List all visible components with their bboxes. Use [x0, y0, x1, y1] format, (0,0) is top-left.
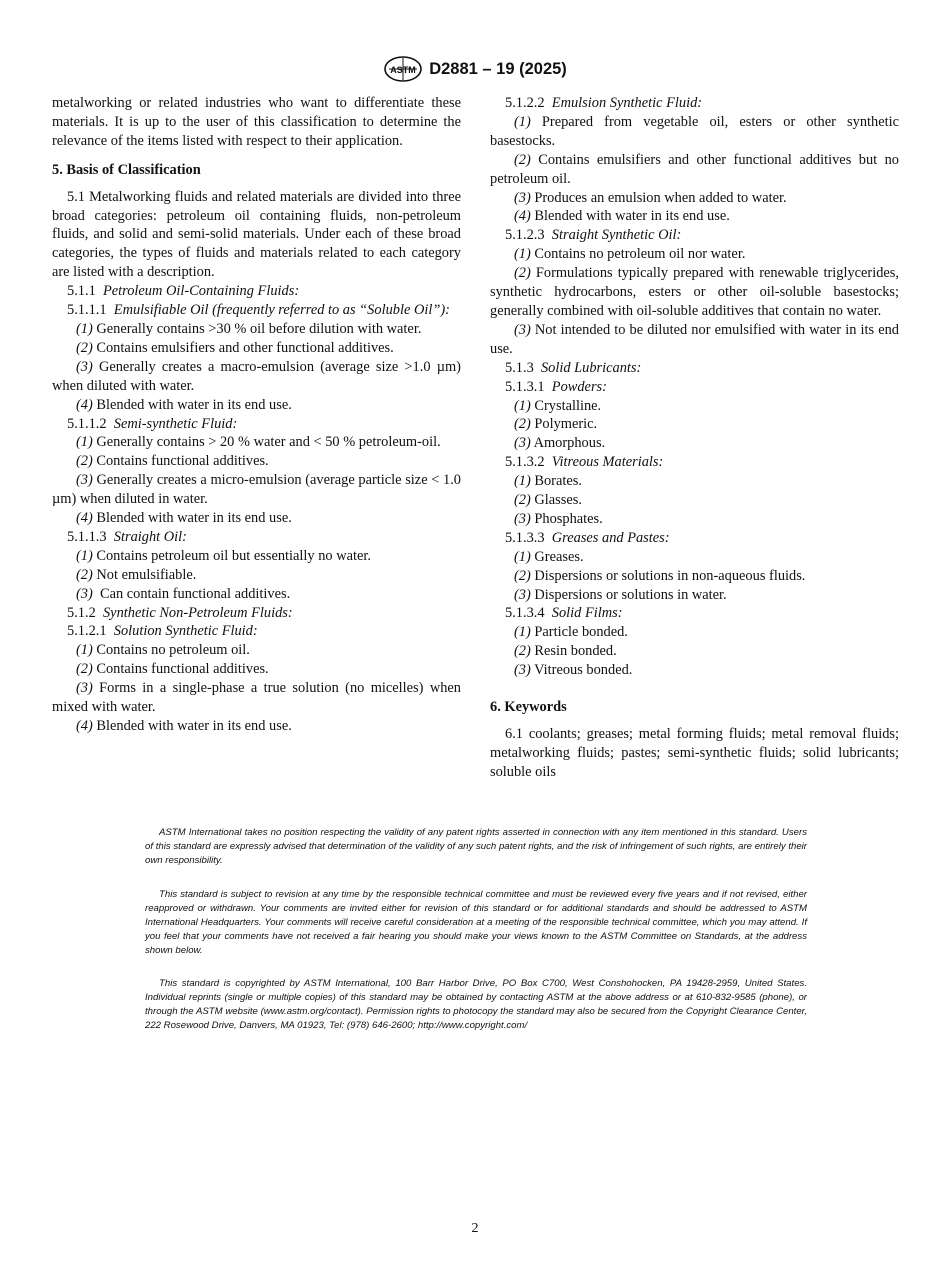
- list-item: (2) Dispersions or solutions in non-aqueous fluids.: [514, 567, 806, 584]
- copyright-notice: This standard is copyrighted by ASTM International, 100 Barr Harbor Drive, PO Box C700, West Conshohocken, PA 19428-2959, United States. Individual reprints (single or multiple copies) of this standard may be obtained by contacting ASTM at the above address or at 610-832-9585 (phone), or through the ASTM website (www.astm.org/contact). Permission rights to photocopy the standard may also be secured from the Copyright Clearance Center, 222 Rosewood Drive, Danvers, MA 01923, Tel: (978) 646-2600; http://www.copyright.com/: [145, 978, 807, 1031]
- list-item: (3) Forms in a single-phase a true solution (no micelles) when mixed with water.: [52, 680, 461, 716]
- list-item: (1) Borates.: [514, 473, 582, 490]
- paragraph-5-1: 5.1 Metalworking fluids and related materials are divided into three broad categories: petroleum oil containing fluids, non-petroleum fluids, and solid and semi-solid materials. Under each of these broad categories, the types of fluids and materials related to each category are listed with a description.: [52, 188, 461, 281]
- list-item: (3) Phosphates.: [514, 510, 603, 527]
- list-item: (3) Vitreous bonded.: [514, 662, 633, 679]
- right-column: [490, 94, 899, 782]
- list-item: (4) Blended with water in its end use.: [76, 718, 292, 734]
- patent-notice: ASTM International takes no position respecting the validity of any patent rights asserted in connection with any item mentioned in this standard. Users of this standard are expressly advised that determination of the validity of any such patent rights, and the risk of infringement of such rights, are entirely their own responsibility.: [145, 827, 807, 866]
- list-item: (2) Resin bonded.: [514, 643, 617, 660]
- heading-5-1-2-2: 5.1.2.2 Emulsion Synthetic Fluid:: [505, 95, 703, 111]
- list-item: (1) Particle bonded.: [514, 624, 628, 641]
- list-item: (4) Blended with water in its end use.: [76, 396, 292, 413]
- heading-5-1-3-1: 5.1.3.1 Powders:: [505, 378, 607, 395]
- heading-5-1-2-3: 5.1.2.3 Straight Synthetic Oil:: [505, 227, 682, 244]
- list-item: (1) Greases.: [514, 548, 584, 565]
- list-item: (1) Generally contains > 20 % water and < 50 % petroleum-oil.: [76, 434, 441, 451]
- list-item: (1) Contains no petroleum oil.: [76, 642, 250, 659]
- document-id: D2881 – 19 (2025): [429, 59, 567, 78]
- list-item: (3) Produces an emulsion when added to water.: [514, 189, 787, 206]
- list-item: (1) Contains no petroleum oil nor water.: [514, 246, 746, 263]
- list-item: (2) Contains emulsifiers and other functional additives but no petroleum oil.: [490, 151, 899, 187]
- list-item: (1) Prepared from vegetable oil, esters or other synthetic basestocks.: [490, 113, 899, 149]
- list-item: (3) Amorphous.: [514, 435, 606, 452]
- intro-paragraph: metalworking or related industries who want to differentiate these materials. It is up to the user of this classification to determine the relevance of the items listed with respect to their application.: [52, 95, 461, 149]
- astm-logo-icon: [383, 56, 423, 82]
- list-item: (2) Polymeric.: [514, 416, 598, 433]
- left-column: [52, 94, 461, 736]
- list-item: (3) Generally creates a macro-emulsion (average size >1.0 µm) when diluted with water.: [52, 358, 461, 394]
- list-item: (2) Contains functional additives.: [76, 453, 269, 470]
- page-header: [0, 56, 950, 82]
- heading-5-1-1-2: 5.1.1.2 Semi-synthetic Fluid:: [67, 415, 238, 432]
- list-item: (2) Not emulsifiable.: [76, 566, 197, 583]
- list-item: (2) Glasses.: [514, 492, 582, 509]
- list-item: (1) Generally contains >30 % oil before dilution with water.: [76, 320, 422, 337]
- list-item: (3) Can contain functional additives.: [76, 585, 291, 602]
- list-item: (4) Blended with water in its end use.: [514, 208, 730, 225]
- heading-5-1-2: 5.1.2 Synthetic Non-Petroleum Fluids:: [67, 604, 293, 621]
- heading-5-1-2-1: 5.1.2.1 Solution Synthetic Fluid:: [67, 623, 258, 640]
- paragraph-6-1: 6.1 coolants; greases; metal forming fluids; metal removal fluids; metalworking fluids; pastes; semi-synthetic fluids; solid lubricants; soluble oils: [490, 726, 899, 780]
- heading-5-1-3-2: 5.1.3.2 Vitreous Materials:: [505, 454, 664, 471]
- svg-text:ASTM: ASTM: [390, 65, 416, 75]
- list-item: (4) Blended with water in its end use.: [76, 510, 292, 527]
- list-item: (2) Formulations typically prepared with renewable triglycerides, synthetic hydrocarbons, esters or other oil-soluble basestocks; generally combined with oil-soluble additives that contain no water.: [490, 265, 899, 319]
- heading-5-1-3-4: 5.1.3.4 Solid Films:: [505, 605, 623, 622]
- list-item: (2) Contains functional additives.: [76, 661, 269, 678]
- list-item: (3) Dispersions or solutions in water.: [514, 586, 727, 603]
- list-item: (3) Not intended to be diluted nor emulsified with water in its end use.: [490, 321, 899, 357]
- list-item: (2) Contains emulsifiers and other functional additives.: [76, 339, 394, 356]
- heading-5-1-3-3: 5.1.3.3 Greases and Pastes:: [505, 529, 670, 546]
- heading-5-1-1: 5.1.1 Petroleum Oil-Containing Fluids:: [67, 283, 300, 300]
- revision-notice: This standard is subject to revision at any time by the responsible technical committee and must be reviewed every five years and if not revised, either reapproved or withdrawn. Your comments are invited either for revision of this standard or for additional standards and should be addressed to ASTM International Headquarters. Your comments will receive careful consideration at a meeting of the responsible technical committee, which you may attend. If you feel that your comments have not received a fair hearing you should make your views known to the ASTM Committee on Standards, at the address shown below.: [145, 889, 807, 956]
- heading-5-1-1-3: 5.1.1.3 Straight Oil:: [67, 528, 187, 545]
- heading-5-1-3: 5.1.3 Solid Lubricants:: [505, 359, 642, 376]
- page-number: 2: [471, 1221, 479, 1236]
- list-item: (3) Generally creates a micro-emulsion (average particle size < 1.0 µm) when diluted in water.: [52, 472, 461, 508]
- heading-5-1-1-1: 5.1.1.1 Emulsifiable Oil (frequently referred to as “Soluble Oil”):: [67, 302, 450, 319]
- section-6-heading: 6. Keywords: [490, 699, 567, 716]
- list-item: (1) Crystalline.: [514, 397, 602, 414]
- list-item: (1) Contains petroleum oil but essentially no water.: [76, 547, 371, 564]
- section-5-heading: 5. Basis of Classification: [52, 161, 201, 178]
